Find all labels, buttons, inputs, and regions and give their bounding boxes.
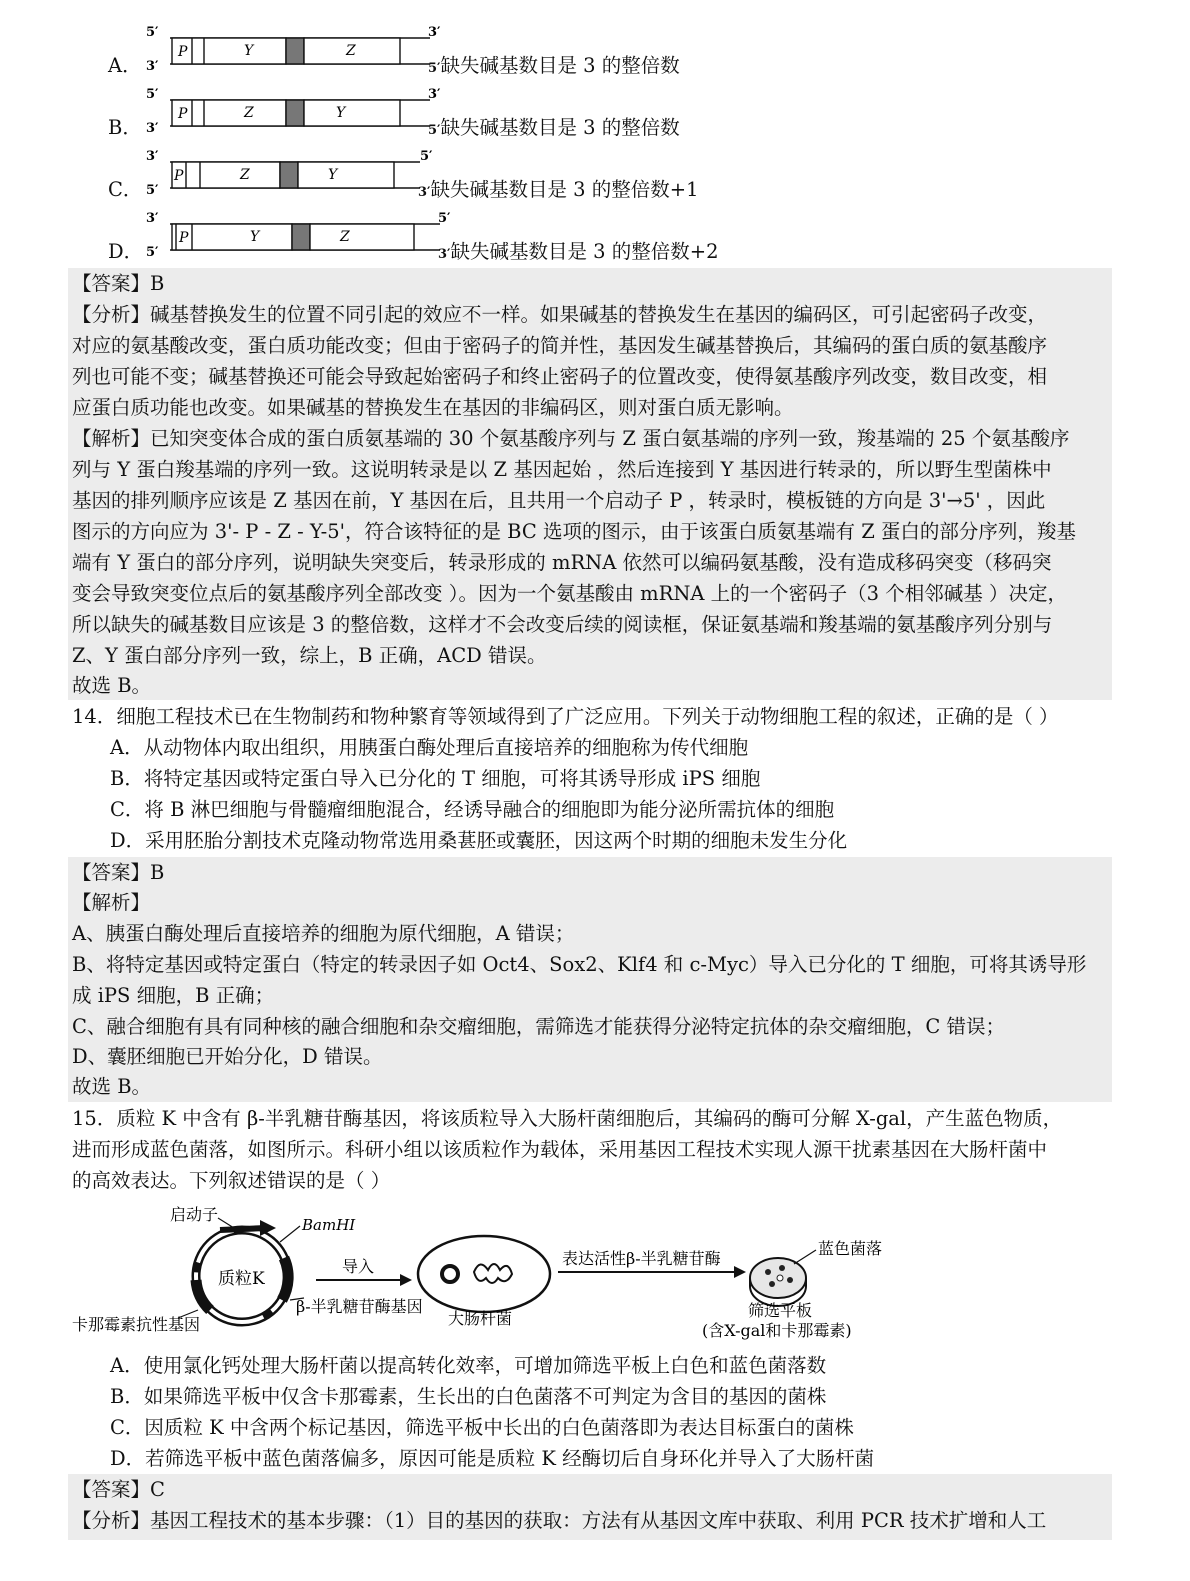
q13-analysis-line: 对应的氨基酸改变，蛋白质功能改变；但由于密码子的简并性，基因发生碱基替换后，其编码的蛋白质的氨基酸序 [72, 334, 1048, 357]
gene-label: Y [250, 229, 260, 245]
gene-label: P [178, 44, 188, 60]
q14-stem: 14．细胞工程技术已在生物制药和物种繁育等领域得到了广泛应用。下列关于动物细胞工程的叙述，正确的是（ ） [72, 705, 1059, 728]
promoter-label: 启动子 [170, 1205, 219, 1224]
blue-colony-label: 蓝色菌落 [818, 1239, 883, 1258]
q13-explanation-line: 【解析】已知突变体合成的蛋白质氨基端的 30 个氨基酸序列与 Z 蛋白氨基端的序列一致，羧基端的 25 个氨基酸序 [72, 427, 1070, 450]
ecoli-label: 大肠杆菌 [448, 1309, 513, 1328]
q14-explanation-line: A、胰蛋白酶处理后直接培养的细胞为原代细胞，A 错误； [72, 922, 575, 945]
q13-explanation-line: 图示的方向应为 3'- P - Z - Y-5'，符合该特征的是 BC 选项的图示，由于该蛋白质氨基端有 Z 蛋白的部分序列，羧基 [72, 520, 1076, 543]
q14-explanation-line: 故选 B。 [72, 1075, 152, 1098]
q14-explanation-line: 【解析】 [72, 891, 151, 914]
q14-explanation-line: 成 iPS 细胞，B 正确； [72, 984, 275, 1007]
beta-gal-gene-label: β-半乳糖苷酶基因 [296, 1297, 423, 1316]
strand-end-label: 3′ [146, 59, 159, 74]
option-letter: C． [108, 178, 143, 201]
q13-explanation-line: 基因的排列顺序应该是 Z 基因在前，Y 基因在后，且共用一个启动子 P ，转录时，模板链的方向是 3'→5' ，因此 [72, 489, 1046, 512]
option-letter: B． [108, 116, 142, 139]
strand-end-label: 5′ [146, 183, 159, 198]
kan-gene-segment [196, 1280, 210, 1310]
plasmid-figure [70, 1200, 910, 1350]
q14-option: C．将 B 淋巴细胞与骨髓瘤细胞混合，经诱导融合的细胞即为能分泌所需抗体的细胞 [110, 798, 835, 821]
kan-gene-label: 卡那霉素抗性基因 [72, 1315, 201, 1334]
option-note: 缺失碱基数目是 3 的整倍数 [440, 116, 680, 139]
import-arrow-icon [400, 1274, 412, 1286]
q13-explanation-line: 故选 B。 [72, 674, 152, 697]
q15-option: D．若筛选平板中蓝色菌落偏多，原因可能是质粒 K 经酶切后自身环化并导入了大肠杆菌 [110, 1447, 875, 1470]
gene-label: P [179, 230, 189, 246]
ecoli-cell [418, 1236, 550, 1312]
option-letter: D． [108, 240, 144, 263]
strand-end-label: 3′ [428, 88, 441, 102]
q14-explanation-line: C、融合细胞有具有同种核的融合细胞和杂交瘤细胞，需筛选才能获得分泌特定抗体的杂交瘤细胞，C 错误； [72, 1015, 1006, 1038]
q14-option: D．采用胚胎分割技术克隆动物常选用桑葚胚或囊胚，因这两个时期的细胞未发生分化 [110, 829, 848, 852]
strand-end-label: 5′ [420, 150, 433, 164]
strand-end-label: 5′ [428, 61, 441, 76]
gene-label: P [178, 106, 188, 122]
strand-end-label: 5′ [146, 26, 159, 40]
q13-analysis-line: 列也可能不变；碱基替换还可能会导致起始密码子和终止密码子的位置改变，使得氨基酸序列改变，数目改变，相 [72, 365, 1048, 388]
beta-gal-gene-segment [282, 1258, 288, 1300]
q15-stem-line: 的高效表达。下列叙述错误的是（ ） [72, 1169, 391, 1192]
q14-explanation-line: D、囊胚细胞已开始分化，D 错误。 [72, 1045, 383, 1068]
plasmid-label: 质粒K [218, 1269, 265, 1289]
strand-end-label: 3′ [418, 185, 431, 200]
q15-option: B．如果筛选平板中仅含卡那霉素，生长出的白色菌落不可判定为含目的基因的菌株 [110, 1385, 827, 1408]
strand-end-label: 3′ [438, 247, 451, 262]
gene-diagram-c [142, 150, 442, 198]
q14-answer: 【答案】B [72, 861, 165, 884]
gene-diagram-a [142, 26, 442, 74]
gene-label: Y [244, 43, 254, 59]
gene-diagram-b [142, 88, 442, 136]
option-note: 缺失碱基数目是 3 的整倍数+2 [450, 240, 719, 263]
import-label: 导入 [342, 1257, 375, 1276]
gene-label: P [174, 168, 184, 184]
q14-explanation-line: B、将特定基因或特定蛋白（特定的转录因子如 Oct4、Sox2、Klf4 和 c-Myc）导入已分化的 T 细胞，可将其诱导形 [72, 953, 1087, 976]
strand-end-label: 5′ [146, 88, 159, 102]
q13-analysis-line: 应蛋白质功能也改变。如果碱基的替换发生在基因的非编码区，则对蛋白质无影响。 [72, 396, 794, 419]
q15-option: A．使用氯化钙处理大肠杆菌以提高转化效率，可增加筛选平板上白色和蓝色菌落数 [110, 1354, 827, 1377]
q14-option: A．从动物体内取出组织，用胰蛋白酶处理后直接培养的细胞称为传代细胞 [110, 736, 749, 759]
strand-end-label: 3′ [146, 121, 159, 136]
option-note: 缺失碱基数目是 3 的整倍数+1 [430, 178, 699, 201]
express-arrow-icon [734, 1266, 746, 1278]
q13-explanation-line: Z、Y 蛋白部分序列一致，综上，B 正确，ACD 错误。 [72, 644, 547, 667]
option-letter: A． [108, 54, 142, 77]
gene-label: Z [340, 229, 350, 245]
gene-label: Z [240, 167, 250, 183]
q15-answer: 【答案】C [72, 1478, 165, 1501]
gene-label: Y [328, 167, 338, 183]
q13-explanation-line: 变会导致突变位点后的氨基酸序列全部改变 ）。因为一个氨基酸由 mRNA 上的一个密码子（3 个相邻碱基 ）决定， [72, 582, 1067, 605]
q13-answer: 【答案】B [72, 272, 165, 295]
strand-end-label: 5′ [146, 245, 159, 260]
q15-stem-line: 进而形成蓝色菌落，如图所示。科研小组以该质粒作为载体，采用基因工程技术实现人源干扰素基因在大肠杆菌中 [72, 1138, 1048, 1161]
q13-explanation-line: 所以缺失的碱基数目应该是 3 的整倍数，这样才不会改变后续的阅读框，保证氨基端和羧基端的氨基酸序列分别与 [72, 613, 1053, 636]
bamhi-label: BamHⅠ [302, 1216, 356, 1234]
gene-label: Z [244, 105, 254, 121]
gene-label: Z [346, 43, 356, 59]
strand-end-label: 3′ [146, 212, 159, 226]
gene-label: Y [336, 105, 346, 121]
q15-option: C．因质粒 K 中含两个标记基因，筛选平板中长出的白色菌落即为表达目标蛋白的菌株 [110, 1416, 854, 1439]
q15-stem-line: 15．质粒 K 中含有 β-半乳糖苷酶基因，将该质粒导入大肠杆菌细胞后，其编码的酶可分解 X-gal，产生蓝色物质， [72, 1107, 1063, 1130]
plate-label: 筛选平板 [748, 1301, 813, 1320]
q13-explanation-line: 列与 Y 蛋白羧基端的序列一致。这说明转录是以 Z 基因起始 ，然后连接到 Y 基因进行转录的，所以野生型菌株中 [72, 458, 1052, 481]
q13-explanation-line: 端有 Y 蛋白的部分序列，说明缺失突变后，转录形成的 mRNA 依然可以编码氨基酸，没有造成移码突变（移码突 [72, 551, 1052, 574]
strand-end-label: 3′ [146, 150, 159, 164]
strand-end-label: 5′ [438, 212, 451, 226]
q13-analysis-line: 【分析】碱基替换发生的位置不同引起的效应不一样。如果碱基的替换发生在基因的编码区，可引起密码子改变， [72, 303, 1048, 326]
express-label: 表达活性β-半乳糖苷酶 [562, 1249, 721, 1268]
strand-end-label: 5′ [428, 123, 441, 138]
gene-diagram-d [142, 212, 452, 260]
option-note: 缺失碱基数目是 3 的整倍数 [440, 54, 680, 77]
q15-analysis-line: 【分析】基因工程技术的基本步骤：（1）目的基因的获取：方法有从基因文库中获取、利用 PCR 技术扩增和人工 [72, 1509, 1047, 1532]
q14-option: B．将特定基因或特定蛋白导入已分化的 T 细胞，可将其诱导形成 iPS 细胞 [110, 767, 761, 790]
plate-note-label: (含X-gal和卡那霉素) [702, 1321, 852, 1340]
promoter-arrow [220, 1228, 266, 1230]
strand-end-label: 3′ [428, 26, 441, 40]
